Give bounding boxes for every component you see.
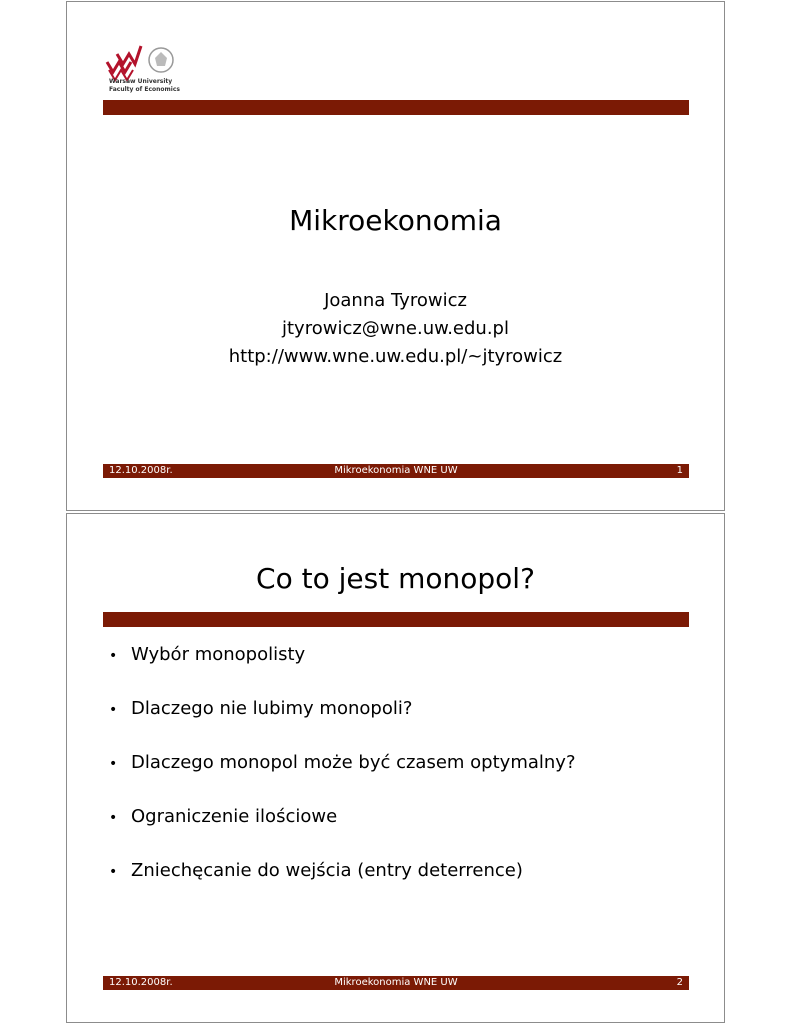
slide-footer [103,464,689,478]
title-divider-bar [103,612,689,627]
bullet-icon: • [109,756,118,772]
bullet-text: Zniechęcanie do wejścia (entry deterrence) [131,860,523,881]
bullet-icon: • [109,702,118,718]
title-divider-bar [103,100,689,115]
footer-course: Mikroekonomia WNE UW [334,977,458,988]
footer-date: 12.10.2008r. [109,465,173,476]
bullet-icon: • [109,864,118,880]
list-item [109,806,576,860]
author-email: jtyrowicz@wne.uw.edu.pl [282,318,509,339]
slide-2 [66,513,725,1023]
slide-title: Co to jest monopol? [256,562,535,595]
bullet-text: Dlaczego monopol może być czasem optymalny? [131,752,576,773]
logo-caption-line-1: Warsaw University [109,78,173,85]
logo-caption-line-2: Faculty of Economics [109,86,180,93]
list-item [109,644,576,698]
list-item [109,698,576,752]
list-item [109,860,576,914]
slide-1 [66,1,725,511]
bullet-icon: • [109,648,118,664]
author-name: Joanna Tyrowicz [324,290,467,311]
slide-title: Mikroekonomia [289,204,502,237]
bullet-list [109,644,576,914]
bullet-icon: • [109,810,118,826]
list-item [109,752,576,806]
bullet-text: Wybór monopolisty [131,644,306,665]
bullet-text: Dlaczego nie lubimy monopoli? [131,698,413,719]
author-url: http://www.wne.uw.edu.pl/~jtyrowicz [228,346,563,367]
footer-course: Mikroekonomia WNE UW [334,465,458,476]
slide-footer [103,976,689,990]
bullet-text: Ograniczenie ilościowe [131,806,338,827]
footer-page-number: 1 [676,465,683,476]
footer-date: 12.10.2008r. [109,977,173,988]
footer-page-number: 2 [676,977,683,988]
logo-caption [109,78,180,94]
